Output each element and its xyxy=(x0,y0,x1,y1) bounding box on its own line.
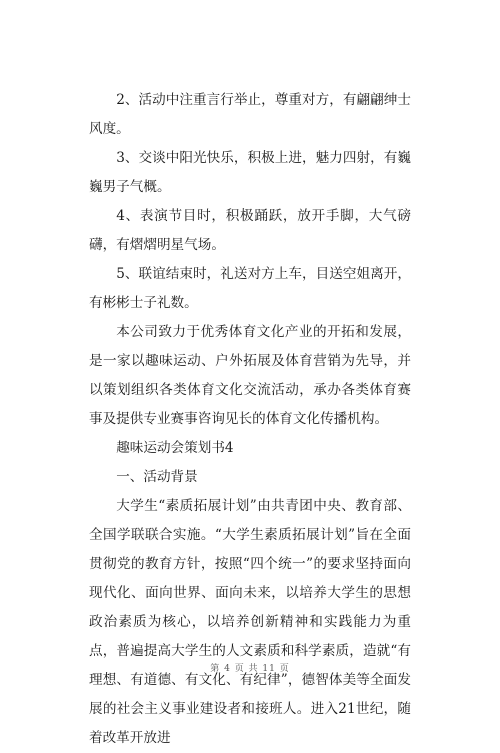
paragraph-item-3: 3、交谈中阳光快乐，积极上进，魅力四射，有巍巍男子气概。 xyxy=(89,150,411,195)
page-number: 第 4 页 共 11 页 xyxy=(210,664,290,674)
paragraph-item-4: 4、表演节目时，积极踊跃，放开手脚，大气磅礴，有熠熠明星气场。 xyxy=(89,208,411,253)
paragraph-item-5: 5、联谊结束时，礼送对方上车，目送空姐离开，有彬彬士子礼数。 xyxy=(89,266,411,311)
document-body xyxy=(89,86,411,753)
section-title: 趣味运动会策划书4 xyxy=(116,440,234,456)
section-heading-background: 一、活动背景 xyxy=(116,469,198,485)
page-footer xyxy=(0,661,500,674)
background-paragraph: 大学生“素质拓展计划”由共青团中央、教育部、全国学联联合实施。“大学生素质拓展计划”旨在全面贯彻党的教育方针，按照“四个统一”的要求坚持面向现代化、面向世界、面向未来，以培养大学生的思想政治素质为核心，以培养创新精神和实践能力为重点，普遍提高大学生的人文素质和科学素质，造就“有理想、有道德、有文化、有纪律”，德智体美等全面发展的社会主义事业建设者和接班人。进入21世纪，随着改革开放进 xyxy=(89,498,411,746)
company-intro-paragraph: 本公司致力于优秀体育文化产业的开拓和发展，是一家以趣味运动、户外拓展及体育营销为先导，并以策划组织各类体育文化交流活动，承办各类体育赛事及提供专业赛事咨询见长的体育文化传播机构。 xyxy=(89,324,411,427)
paragraph-item-2: 2、活动中注重言行举止，尊重对方，有翩翩绅士风度。 xyxy=(89,92,411,137)
